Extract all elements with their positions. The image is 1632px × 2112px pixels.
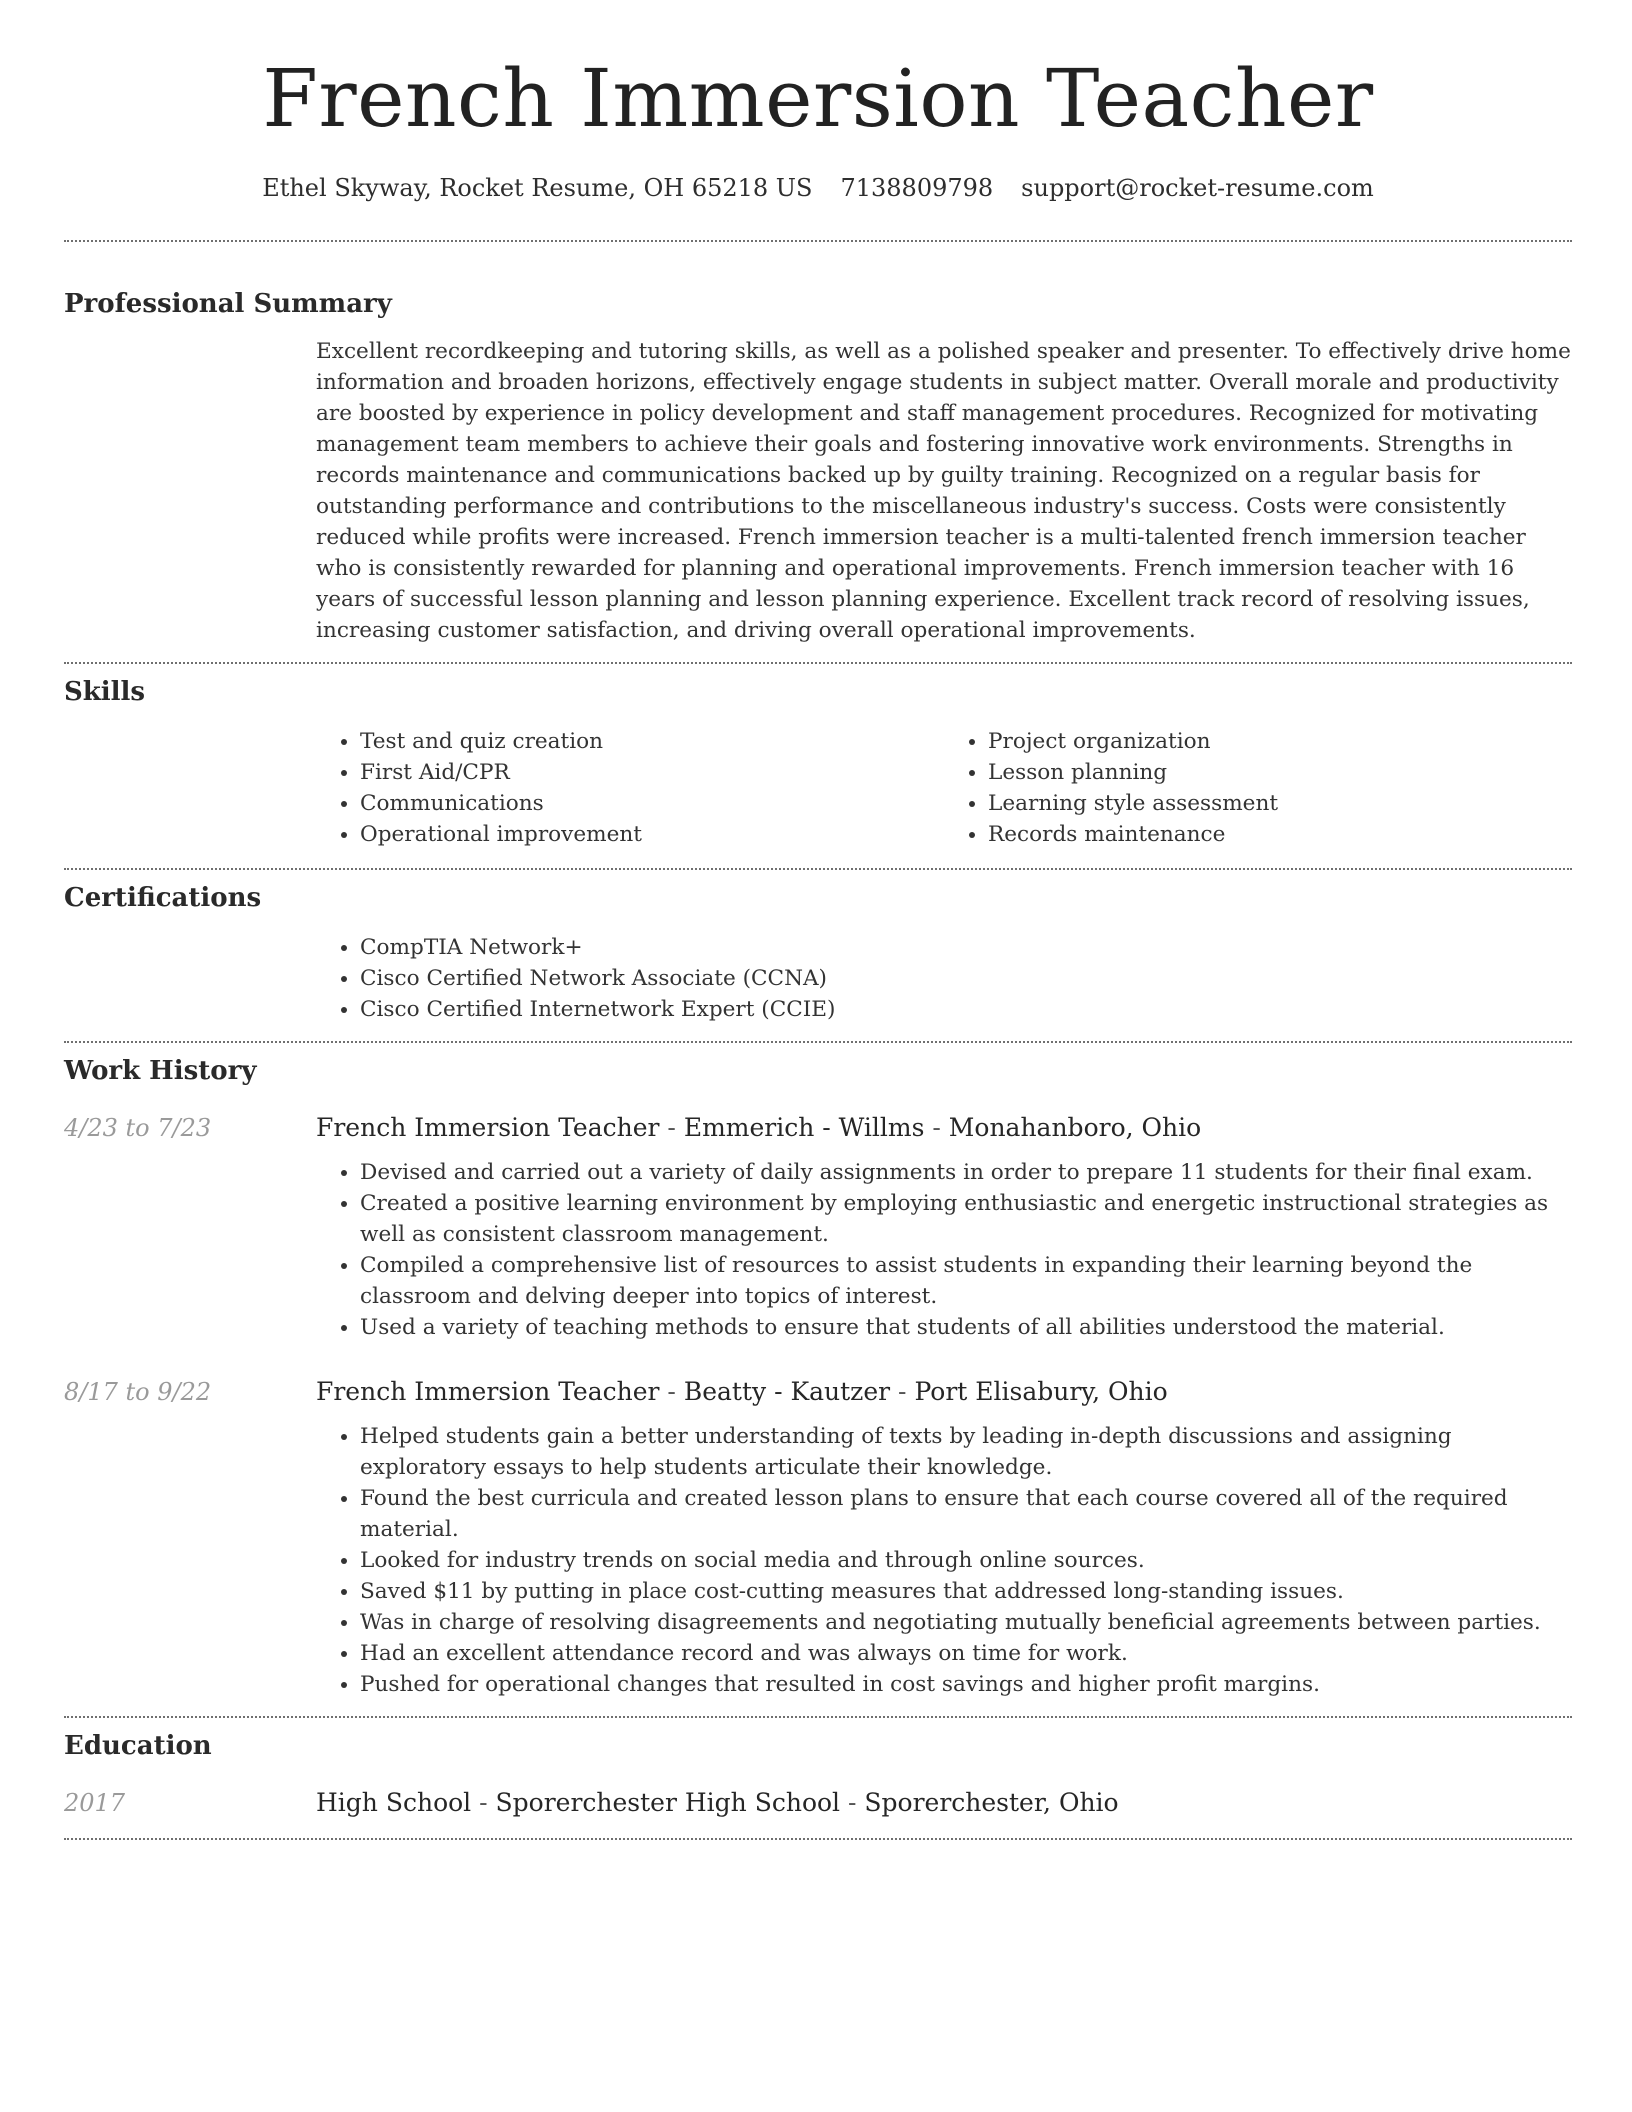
separator: - (471, 1788, 496, 1817)
skill-item: • First Aid/CPR (360, 757, 944, 788)
job-duty: • Used a variety of teaching methods to ensure that students of all abilities understood the material. (360, 1312, 1572, 1343)
resume-page (64, 0, 1572, 1840)
job-entry (64, 1111, 1572, 1343)
job-duties (316, 1157, 1572, 1343)
job-duty: • Devised and carried out a variety of daily assignments in order to prepare 11 students for their final exam. (360, 1157, 1572, 1188)
job-dates: 4/23 to 7/23 (64, 1114, 212, 1142)
section-divider (64, 1838, 1572, 1840)
job-title: French Immersion Teacher (316, 1377, 660, 1406)
job-entry (64, 1375, 1572, 1716)
skill-item: • Communications (360, 788, 944, 819)
job-company: Emmerich - Willms (683, 1113, 925, 1142)
resume-title: French Immersion Teacher (262, 52, 1374, 145)
separator: - (659, 1377, 684, 1406)
contact-email: support@rocket-resume.com (1021, 174, 1374, 202)
skill-item: • Learning style assessment (988, 788, 1572, 819)
certifications-section (64, 870, 1572, 1041)
skill-item: • Records maintenance (988, 819, 1572, 850)
summary-heading: Professional Summary (64, 289, 392, 319)
job-duty: • Looked for industry trends on social media and through online sources. (360, 1545, 1572, 1576)
contact-line (64, 170, 1572, 206)
job-duties (316, 1421, 1572, 1700)
education-section (64, 1718, 1572, 1838)
skills-list-left (316, 726, 944, 850)
education-location: Sporerchester, Ohio (864, 1788, 1119, 1817)
job-duty: • Pushed for operational changes that resulted in cost savings and higher profit margins. (360, 1669, 1572, 1700)
skills-list-right (944, 726, 1572, 850)
job-title: French Immersion Teacher (316, 1113, 660, 1142)
skill-item: • Operational improvement (360, 819, 944, 850)
job-dates: 8/17 to 9/22 (64, 1378, 212, 1406)
job-location: Monahanboro, Ohio (948, 1113, 1202, 1142)
education-heading-line (316, 1786, 1119, 1820)
education-degree: High School (316, 1788, 472, 1817)
contact-address: Ethel Skyway, Rocket Resume, OH 65218 US (262, 174, 813, 202)
job-duty: • Helped students gain a better understanding of texts by leading in-depth discussions and assigning exploratory essays to help students articulate their knowledge. (360, 1421, 1572, 1483)
education-year: 2017 (64, 1789, 126, 1817)
job-duty: • Saved $11 by putting in place cost-cutting measures that addressed long-standing issues. (360, 1576, 1572, 1607)
certification-item: • Cisco Certified Internetwork Expert (CCIE) (360, 994, 1572, 1025)
separator: - (890, 1377, 915, 1406)
summary-section (64, 242, 1572, 662)
summary-text: Excellent recordkeeping and tutoring skills, as well as a polished speaker and presenter. To effectively drive home information and broaden horizons, effectively engage students in subject matter. Overall morale and productivity are boosted by experience in policy development and staff management procedures. Recognized for motivating management team members to achieve their goals and fostering innovative work environments. Strengths in records maintenance and communications backed up by guilty training. Recognized on a regular basis for outstanding performance and contributions to the miscellaneous industry's success. Costs were consistently reduced while profits were increased. French immersion teacher is a multi-talented french immersion teacher who is consistently rewarded for planning and operational improvements. French immersion teacher with 16 years of successful lesson planning and lesson planning experience. Excellent track record of resolving issues, increasing customer satisfaction, and driving overall operational improvements. (316, 339, 1571, 643)
skills-heading: Skills (64, 677, 146, 707)
skill-item: • Lesson planning (988, 757, 1572, 788)
separator: - (659, 1113, 684, 1142)
skill-item: • Project organization (988, 726, 1572, 757)
job-duty: • Had an excellent attendance record and was always on time for work. (360, 1638, 1572, 1669)
education-heading: Education (64, 1731, 212, 1761)
job-duty: • Found the best curricula and created lesson plans to ensure that each course covered all of the required material. (360, 1483, 1572, 1545)
separator: - (840, 1788, 865, 1817)
job-heading (316, 1375, 1168, 1409)
education-school: Sporerchester High School (495, 1788, 841, 1817)
certification-item: • CompTIA Network+ (360, 932, 1572, 963)
job-heading (316, 1111, 1201, 1145)
certifications-heading: Certifications (64, 883, 262, 913)
job-location: Port Elisabury, Ohio (914, 1377, 1168, 1406)
contact-phone: 7138809798 (840, 174, 994, 202)
job-duty: • Created a positive learning environment by employing enthusiastic and energetic instructional strategies as well as consistent classroom management. (360, 1188, 1572, 1250)
work-section (64, 1043, 1572, 1716)
work-heading: Work History (64, 1056, 257, 1086)
skill-item: • Test and quiz creation (360, 726, 944, 757)
certification-item: • Cisco Certified Network Associate (CCNA) (360, 963, 1572, 994)
certifications-list (316, 932, 1572, 1025)
skills-section (64, 664, 1572, 868)
separator: - (924, 1113, 949, 1142)
job-duty: • Was in charge of resolving disagreements and negotiating mutually beneficial agreements between parties. (360, 1607, 1572, 1638)
job-company: Beatty - Kautzer (683, 1377, 891, 1406)
education-entry (64, 1786, 1572, 1838)
job-duty: • Compiled a comprehensive list of resources to assist students in expanding their learning beyond the classroom and delving deeper into topics of interest. (360, 1250, 1572, 1312)
